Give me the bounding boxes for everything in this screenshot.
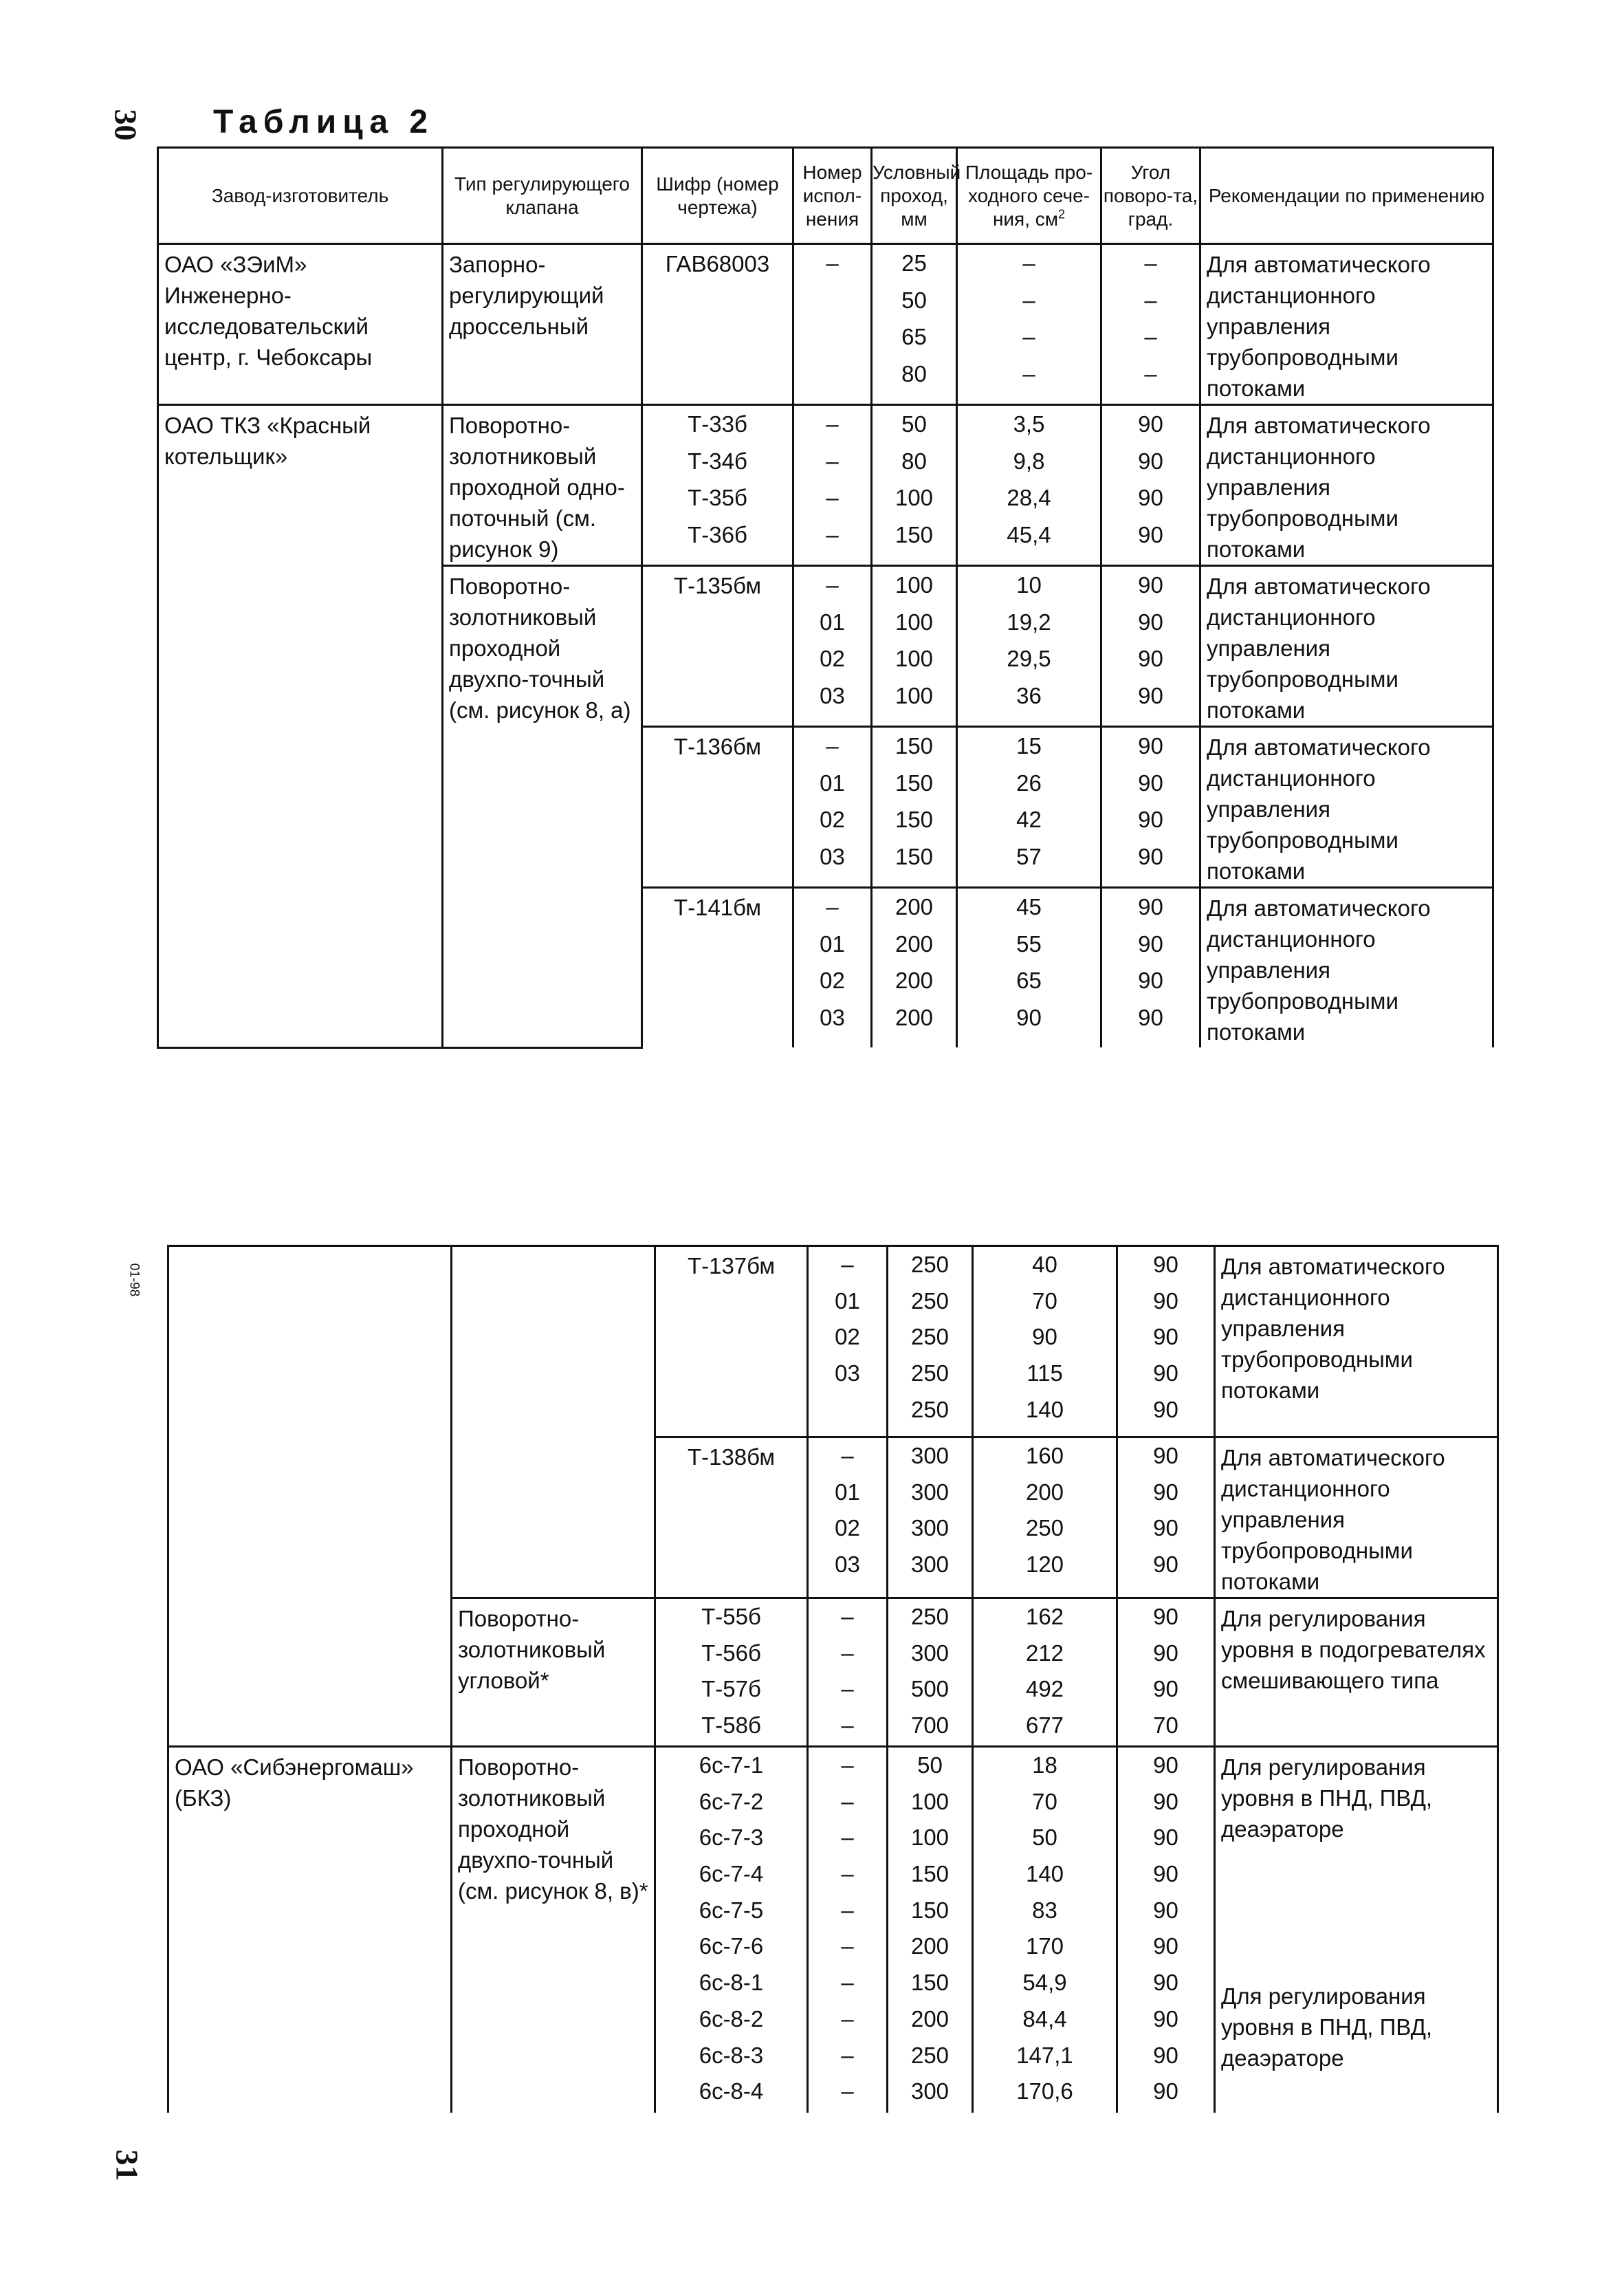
header-valve-type: Тип регулирующего клапана xyxy=(443,148,642,244)
side-mark: 01-98 xyxy=(127,1263,142,1297)
angle-cell: 90 90 90 90 90 xyxy=(1117,1246,1215,1437)
table-row xyxy=(168,1246,1498,1437)
recommendation-text: Для регулирования уровня в ПНД, ПВД, деаэраторе xyxy=(1221,1754,1433,1842)
bore-cell: 300 300 300 300 xyxy=(888,1437,973,1598)
version-cell: – 01 02 03 xyxy=(808,1437,888,1598)
recommendation-cell: Для автоматического дистанционного управления трубопроводными потоками xyxy=(1200,405,1493,566)
recommendation-cell: Для автоматического дистанционного управления трубопроводными потоками xyxy=(1215,1246,1498,1437)
angle-cell: 90 90 90 90 xyxy=(1101,888,1200,1048)
angle-cell: 90 90 90 90 xyxy=(1101,405,1200,566)
page-number-top: 30 xyxy=(108,109,144,141)
code-cell: ГАВ68003 xyxy=(642,244,793,405)
bore-cell: 200 200 200 200 xyxy=(872,888,957,1048)
code-cell: Т-141бм xyxy=(642,888,793,1048)
valve-type-cell: Запорно-регулирующий дроссельный xyxy=(443,244,642,405)
recommendation-text: Для регулирования уровня в ПНД, ПВД, деаэраторе xyxy=(1221,1983,1433,2071)
angle-cell: 90 90 90 90 xyxy=(1101,566,1200,727)
header-plant: Завод-изготовитель xyxy=(158,148,443,244)
bore-cell: 50 100 100 150 150 200 150 200 250 300 xyxy=(888,1747,973,2113)
angle-cell: – – – – xyxy=(1101,244,1200,405)
area-cell: – – – – xyxy=(957,244,1101,405)
area-cell: 18 70 50 140 83 170 54,9 84,4 147,1 170,6 xyxy=(973,1747,1117,2113)
table-row xyxy=(158,244,1493,405)
table-title: Таблица 2 xyxy=(213,104,435,140)
valve-table-bottom xyxy=(167,1245,1499,2113)
version-cell: – – – – xyxy=(793,405,872,566)
code-cell: Т-135бм xyxy=(642,566,793,727)
header-angle: Угол поворо-та, град. xyxy=(1101,148,1200,244)
area-cell: 10 19,2 29,5 36 xyxy=(957,566,1101,727)
plant-cell: ОАО «ЗЭиМ» Инженерно-исследовательский центр, г. Чебоксары xyxy=(158,244,443,405)
valve-type-cell: Поворотно-золотниковый угловой* xyxy=(452,1598,655,1747)
area-cell: 162 212 492 677 xyxy=(973,1598,1117,1747)
valve-type-cell xyxy=(452,1246,655,1598)
recommendation-cell xyxy=(1215,1747,1498,2113)
bore-cell: 250 250 250 250 250 xyxy=(888,1246,973,1437)
table-row xyxy=(158,405,1493,566)
version-cell: – 01 02 03 xyxy=(793,888,872,1048)
area-cell: 45 55 65 90 xyxy=(957,888,1101,1048)
recommendation-cell: Для автоматического дистанционного управления трубопроводными потоками xyxy=(1200,888,1493,1048)
header-recommendations: Рекомендации по применению xyxy=(1200,148,1493,244)
angle-cell: 90 90 90 90 xyxy=(1101,727,1200,888)
bore-cell: 150 150 150 150 xyxy=(872,727,957,888)
page-number-bottom: 31 xyxy=(109,2149,145,2181)
bore-cell: 50 80 100 150 xyxy=(872,405,957,566)
recommendation-cell: Для автоматического дистанционного управления трубопроводными потоками xyxy=(1215,1437,1498,1598)
header-area: Площадь про-ходного сече-ния, $см^2$ xyxy=(957,148,1101,244)
version-cell: – xyxy=(793,244,872,405)
header-version: Номер испол-нения xyxy=(793,148,872,244)
header-code: Шифр (номер чертежа) xyxy=(642,148,793,244)
plant-cell: ОАО «Сибэнергомаш» (БКЗ) xyxy=(168,1747,452,2113)
version-cell: – – – – – – – – – – xyxy=(808,1747,888,2113)
code-cell: Т-138бм xyxy=(655,1437,808,1598)
code-cell: Т-136бм xyxy=(642,727,793,888)
version-cell: – 01 02 03 xyxy=(793,566,872,727)
recommendation-cell: Для регулирования уровня в подогревателях смешивающего типа xyxy=(1215,1598,1498,1747)
bore-cell: 100 100 100 100 xyxy=(872,566,957,727)
plant-cell xyxy=(168,1246,452,1747)
recommendation-cell: Для автоматического дистанционного управления трубопроводными потоками xyxy=(1200,244,1493,405)
area-cell: 15 26 42 57 xyxy=(957,727,1101,888)
valve-type-cell: Поворотно-золотниковый проходной двухпо-точный (см. рисунок 8, а) xyxy=(443,566,642,1048)
angle-cell: 90 90 90 90 xyxy=(1117,1437,1215,1598)
valve-type-cell: Поворотно-золотниковый проходной двухпо-точный (см. рисунок 8, в)* xyxy=(452,1747,655,2113)
header-row xyxy=(158,148,1493,244)
valve-table-top xyxy=(157,146,1494,1049)
code-cell: Т-137бм xyxy=(655,1246,808,1437)
recommendation-cell: Для автоматического дистанционного управления трубопроводными потоками xyxy=(1200,727,1493,888)
valve-type-cell: Поворотно-золотниковый проходной одно-поточный (см. рисунок 9) xyxy=(443,405,642,566)
area-cell: 40 70 90 115 140 xyxy=(973,1246,1117,1437)
version-cell: – 01 02 03 xyxy=(808,1246,888,1437)
code-cell: Т-33б Т-34б Т-35б Т-36б xyxy=(642,405,793,566)
version-cell: – – – – xyxy=(808,1598,888,1747)
version-cell: – 01 02 03 xyxy=(793,727,872,888)
area-cell: 3,5 9,8 28,4 45,4 xyxy=(957,405,1101,566)
bore-cell: 25 50 65 80 xyxy=(872,244,957,405)
header-bore: Условный проход, мм xyxy=(872,148,957,244)
plant-cell: ОАО ТКЗ «Красный котельщик» xyxy=(158,405,443,1048)
angle-cell: 90 90 90 70 xyxy=(1117,1598,1215,1747)
area-cell: 160 200 250 120 xyxy=(973,1437,1117,1598)
bore-cell: 250 300 500 700 xyxy=(888,1598,973,1747)
code-cell: Т-55б Т-56б Т-57б Т-58б xyxy=(655,1598,808,1747)
code-cell: 6с-7-1 6с-7-2 6с-7-3 6с-7-4 6с-7-5 6с-7-6 6с-8-1 6с-8-2 6с-8-3 6с-8-4 xyxy=(655,1747,808,2113)
angle-cell: 90 90 90 90 90 90 90 90 90 90 xyxy=(1117,1747,1215,2113)
table-row xyxy=(168,1747,1498,2113)
recommendation-cell: Для автоматического дистанционного управления трубопроводными потоками xyxy=(1200,566,1493,727)
